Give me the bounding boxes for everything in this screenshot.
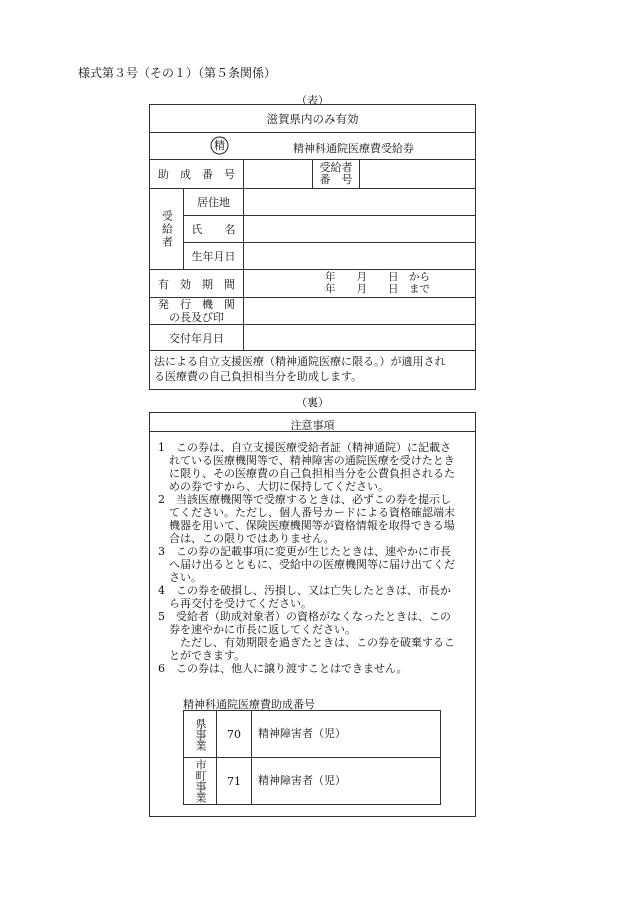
table-cell-category (184, 711, 216, 757)
note-line: 券を速やかに市長に返してください。 (158, 623, 356, 636)
validity-dates (325, 271, 430, 295)
back-card (149, 412, 476, 817)
table-cell-category (184, 758, 216, 804)
table-cell-code: 71 (227, 774, 241, 788)
category-text: 市町事業 (194, 759, 207, 803)
front-footer-text (154, 354, 474, 384)
grant-table-title: 精神科通院医療費助成番号 (183, 698, 315, 711)
note-line: へ届け出るとともに、受給中の医療機関等に届け出てくだ (158, 558, 455, 571)
front-label: （表） (296, 94, 329, 107)
name-value (244, 216, 475, 242)
back-label: （裏） (296, 396, 329, 409)
dob-value (244, 243, 475, 269)
validity-label: 有 効 期 間 (158, 277, 235, 291)
recipient-group-label (150, 189, 183, 269)
front-footer-line2: る医療費の自己負担相当分を助成します。 (154, 370, 363, 383)
recipient-number-label (313, 160, 359, 188)
issuer-label-line1: 発 行 機 関 (158, 298, 235, 311)
validity-from: 年 月 日 から (325, 271, 430, 283)
form-code: 様式第３号（その１）（第５条関係） (78, 66, 277, 80)
note-line: 6 この券は、他人に譲り渡すことはできません。 (158, 662, 408, 675)
recipient-group-text: 受給者 (160, 209, 174, 249)
card-title: 精神科通院医療費受給券 (293, 142, 414, 155)
note-line: 2 当該医療機関等で受療するときは、必ずこの券を提示し (158, 493, 451, 506)
recipient-number-label-line1: 受給者 (319, 161, 353, 174)
issuer-label-line2: の長及び印 (169, 310, 224, 324)
address-value (244, 189, 475, 215)
grant-number-value (244, 160, 312, 188)
note-line: 機器を用いて、保険医療機関等が資格情報を取得できる場 (158, 519, 455, 532)
issuer-label (150, 298, 243, 324)
front-card (149, 104, 476, 390)
name-label: 氏 名 (191, 223, 236, 236)
dob-label: 生年月日 (191, 250, 236, 263)
note-line: に限り、その医療費の自己負担相当分を公費負担されるた (158, 467, 455, 480)
note-line: 3 この券の記載事項に変更が生じたときは、速やかに市長 (158, 545, 451, 558)
note-line: ら再交付を受けてください。 (158, 597, 312, 610)
issuer-value (244, 298, 475, 324)
badge-seal-icon (210, 136, 229, 155)
category-text: 県事業 (194, 717, 207, 751)
grant-number-label: 助 成 番 号 (158, 168, 235, 181)
validity-area: 滋賀県内のみ有効 (266, 111, 359, 126)
note-line: てください。ただし、個人番号カードによる資格確認端末 (158, 506, 455, 519)
note-line: 1 この券は、自立支援医療受給者証（精神通院）に記載さ (158, 441, 451, 454)
table-cell-description: 精神障害者（児） (258, 727, 346, 740)
note-line: れている医療機関等で、精神障害の通院医療を受けたとき (158, 454, 455, 467)
badge-text: 精 (214, 139, 225, 152)
validity-to: 年 月 日 まで (325, 283, 430, 295)
note-line: 合は、この限りではありません。 (158, 532, 335, 545)
table-cell-code: 70 (227, 727, 241, 741)
note-line: とができます。 (158, 649, 246, 662)
note-line: 4 この券を破損し、汚損し、又は亡失したときは、市長か (158, 584, 451, 597)
front-footer-line1: 法による自立支援医療（精神通院医療に限る。）が適用され (154, 355, 446, 368)
note-line: めの券ですから、大切に保持してください。 (158, 480, 389, 493)
recipient-number-value (360, 160, 475, 188)
note-line: さい。 (158, 571, 202, 584)
notes-title: 注意事項 (290, 419, 335, 432)
address-label: 居住地 (197, 196, 230, 209)
grant-number-table (183, 710, 441, 805)
note-line: 5 受給者（助成対象者）の資格がなくなったときは、この (158, 610, 451, 623)
issue-date-label: 交付年月日 (169, 331, 224, 345)
note-line: ただし、有効期限を過ぎたときは、この券を破棄するこ (158, 636, 455, 649)
issue-date-value (244, 325, 475, 350)
recipient-number-label-line2: 番 号 (319, 173, 353, 186)
table-cell-description: 精神障害者（児） (258, 774, 346, 787)
